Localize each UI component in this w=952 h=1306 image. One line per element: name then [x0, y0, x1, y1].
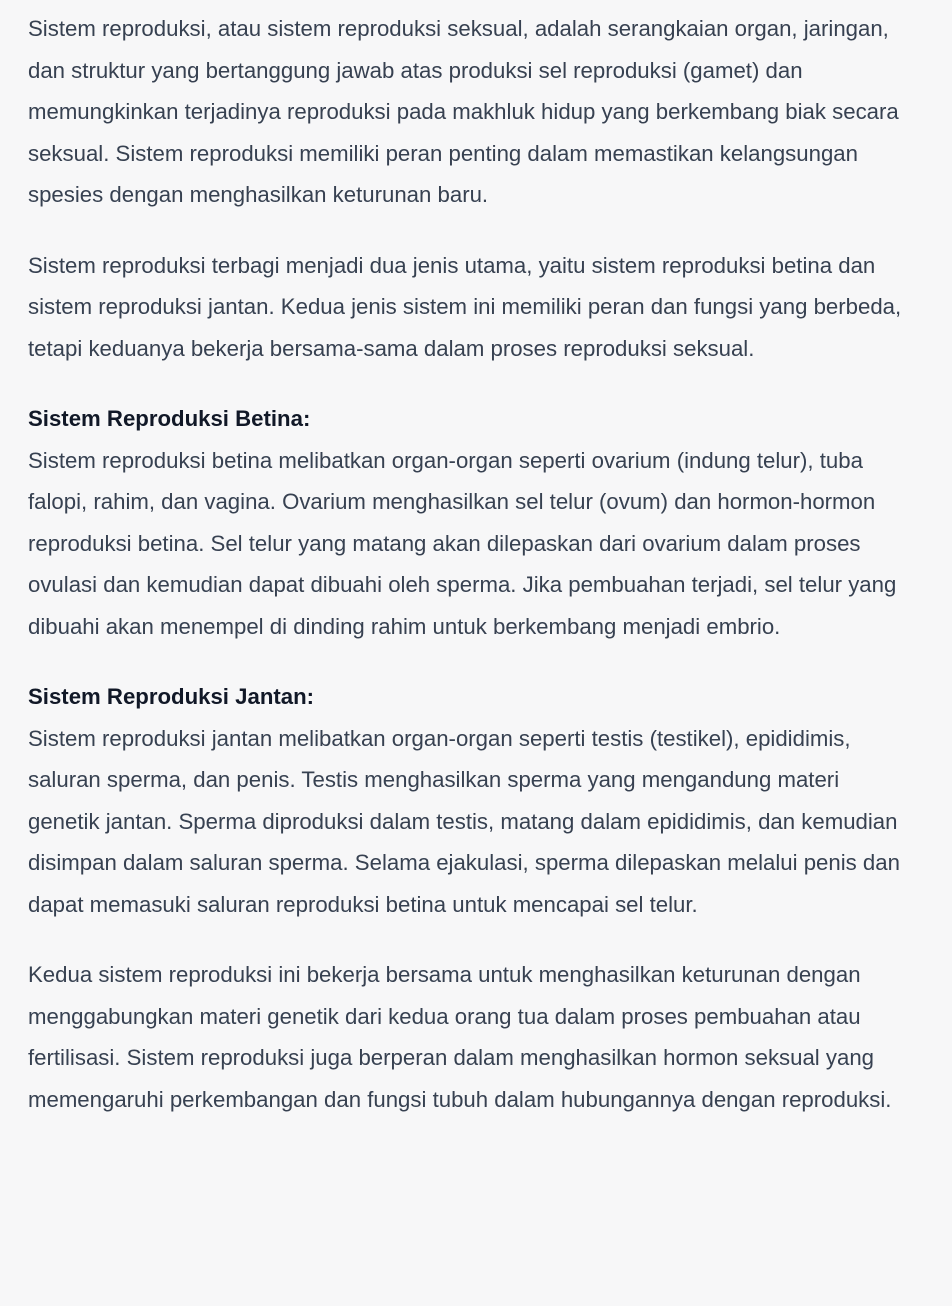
female-section-title: Sistem Reproduksi Betina: [28, 406, 311, 431]
types-paragraph: Sistem reproduksi terbagi menjadi dua jenis utama, yaitu sistem reproduksi betina dan sistem reproduksi jantan. Kedua jenis sistem ini memiliki peran dan fungsi yang berbeda, tetapi keduanya bekerja bersama-sama dalam proses reproduksi seksual. [28, 252, 902, 361]
male-section-title: Sistem Reproduksi Jantan: [28, 684, 315, 709]
male-section-text: Sistem reproduksi jantan melibatkan organ-organ seperti testis (testikel), epididimis, saluran sperma, dan penis. Testis menghasilkan sperma yang mengandung materi genetik jantan. Sperma diproduksi dalam testis, matang dalam epididimis, dan kemudian disimpan dalam saluran sperma. Selama ejakulasi, sperma dilepaskan melalui penis dan dapat memasuki saluran reproduksi betina untuk mencapai sel telur. [28, 725, 900, 917]
conclusion-paragraph: Kedua sistem reproduksi ini bekerja bersama untuk menghasilkan keturunan dengan menggabungkan materi genetik dari kedua orang tua dalam proses pembuahan atau fertilisasi. Sistem reproduksi juga berperan dalam menghasilkan hormon seksual yang memengaruhi perkembangan dan fungsi tubuh dalam hubungannya dengan reproduksi. [28, 962, 892, 1112]
intro-paragraph: Sistem reproduksi, atau sistem reproduksi seksual, adalah serangkaian organ, jaringan, dan struktur yang bertanggung jawab atas produksi sel reproduksi (gamet) dan memungkinkan terjadinya reproduksi pada makhluk hidup yang berkembang biak secara seksual. Sistem reproduksi memiliki peran penting dalam memastikan kelangsungan spesies dengan menghasilkan keturunan baru. [28, 16, 899, 207]
female-section [28, 398, 904, 647]
male-section [28, 676, 904, 925]
female-section-text: Sistem reproduksi betina melibatkan organ-organ seperti ovarium (indung telur), tuba falopi, rahim, dan vagina. Ovarium menghasilkan sel telur (ovum) dan hormon-hormon reproduksi betina. Sel telur yang matang akan dilepaskan dari ovarium dalam proses ovulasi dan kemudian dapat dibuahi oleh sperma. Jika pembuahan terjadi, sel telur yang dibuahi akan menempel di dinding rahim untuk berkembang menjadi embrio. [28, 447, 897, 639]
